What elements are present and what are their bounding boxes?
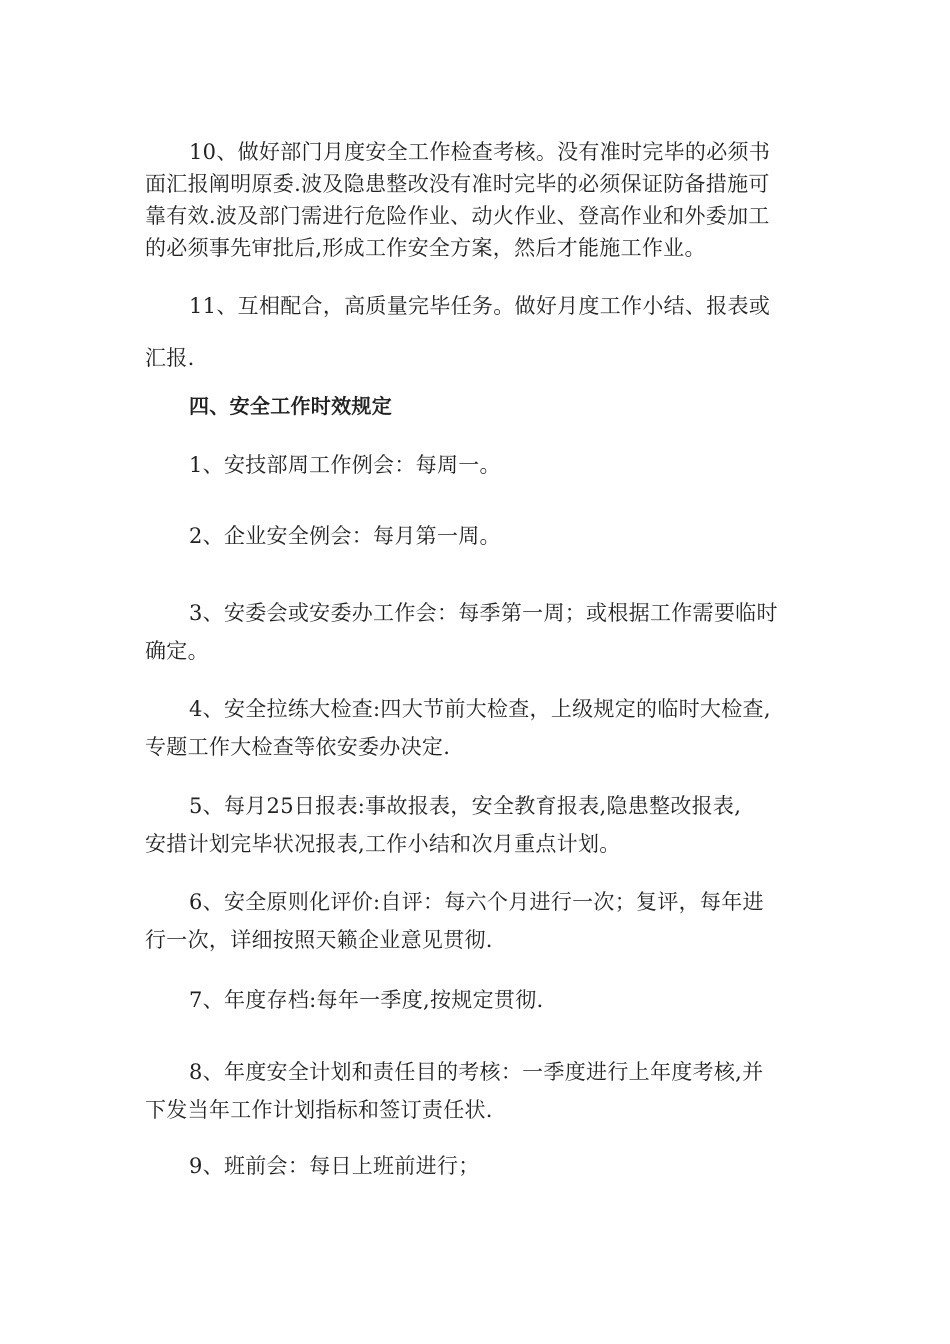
text-line: 安措计划完毕状况报表,工作小结和次月重点计划。 <box>145 832 621 856</box>
text-line: 3、安委会或安委办工作会：每季第一周；或根据工作需要临时 <box>189 601 778 625</box>
rule-item-3 <box>145 594 805 670</box>
heading-text: 四、安全工作时效规定 <box>189 394 392 418</box>
rule-item-7 <box>145 984 805 1016</box>
text-line: 11、互相配合，高质量完毕任务。做好月度工作小结、报表或 <box>189 294 771 318</box>
text-line: 9、班前会：每日上班前进行； <box>189 1154 480 1178</box>
text-line: 10、做好部门月度安全工作检查考核。没有准时完毕的必须书 <box>189 140 771 164</box>
rule-item-2 <box>145 520 805 552</box>
rule-item-1 <box>145 449 805 481</box>
text-line: 专题工作大检查等依安委办决定. <box>145 735 451 759</box>
text-line: 7、年度存档:每年一季度,按规定贯彻. <box>189 988 544 1012</box>
text-line: 靠有效.波及部门需进行危险作业、动火作业、登高作业和外委加工 <box>145 204 770 228</box>
text-line: 行一次，详细按照天籁企业意见贯彻. <box>145 928 493 952</box>
text-line: 面汇报阐明原委.波及隐患整改没有准时完毕的必须保证防备措施可 <box>145 172 770 196</box>
section-heading <box>145 390 805 422</box>
rule-item-5 <box>145 787 805 863</box>
text-line: 的必须事先审批后,形成工作安全方案，然后才能施工作业。 <box>145 236 706 260</box>
text-line: 8、年度安全计划和责任目的考核：一季度进行上年度考核,并 <box>189 1060 764 1084</box>
text-line: 1、安技部周工作例会：每周一。 <box>189 453 501 477</box>
text-line: 5、每月25日报表:事故报表，安全教育报表,隐患整改报表, <box>189 794 742 818</box>
paragraph-11 <box>145 280 805 384</box>
text-line: 6、安全原则化评价:自评：每六个月进行一次；复评，每年进 <box>189 890 764 914</box>
text-line: 2、企业安全例会：每月第一周。 <box>189 524 501 548</box>
rule-item-8 <box>145 1053 805 1129</box>
text-line: 4、安全拉练大检查:四大节前大检查，上级规定的临时大检查, <box>189 697 771 721</box>
text-line: 确定。 <box>145 639 209 663</box>
text-line: 下发当年工作计划指标和签订责任状. <box>145 1098 493 1122</box>
rule-item-9 <box>145 1150 805 1182</box>
paragraph-10 <box>145 136 805 264</box>
rule-item-4 <box>145 690 805 766</box>
rule-item-6 <box>145 883 805 959</box>
text-line: 汇报. <box>145 346 195 370</box>
